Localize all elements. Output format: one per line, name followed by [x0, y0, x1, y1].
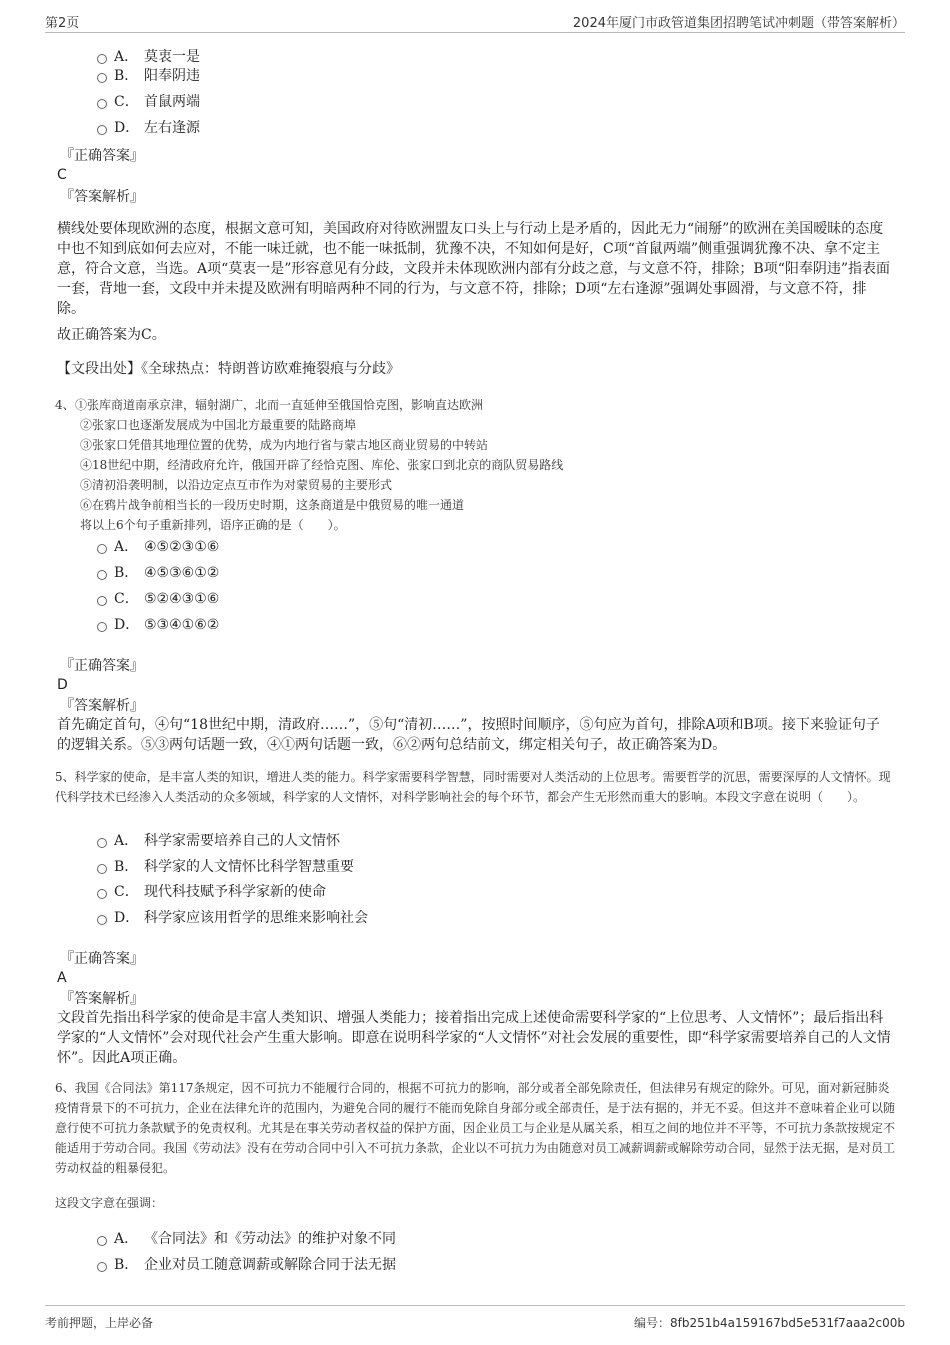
radio-icon[interactable]: [97, 889, 107, 899]
radio-icon[interactable]: [97, 864, 107, 874]
q4-option-c[interactable]: C． ⑤②④③①⑥: [97, 589, 219, 609]
radio-icon[interactable]: [97, 544, 107, 554]
q3-option-a[interactable]: A． 莫衷一是: [97, 47, 200, 67]
page-number: 第2页: [45, 16, 80, 31]
q4-sentence-1: ①张库商道南承京津，辐射湖广，北而一直延伸至俄国恰克图，影响直达欧洲: [75, 398, 484, 412]
q4-analysis: 首先确定首句，④句“18世纪中期，清政府……”，⑤句“清初……”，按照时间顺序，⑤句应为首句，排除A项和B项。接下来验证句子的逻辑关系。⑤③两句话题一致，④①两句话题一致，⑥②两句总结前文，绑定相关句子，故正确答案为D。: [57, 717, 880, 753]
q6-option-b[interactable]: B． 企业对员工随意调薪或解除合同于法无据: [97, 1255, 396, 1275]
radio-icon[interactable]: [97, 99, 107, 109]
document-title: 2024年厦门市政管道集团招聘笔试冲刺题（带答案解析）: [572, 16, 905, 31]
q3-source: 【文段出处】《全球热点：特朗普访欧难掩裂痕与分歧》: [57, 361, 400, 377]
q3-conclusion: 故正确答案为C。: [57, 327, 166, 343]
page-header: [45, 12, 905, 33]
q5-stem-text: 科学家的使命，是丰富人类的知识，增进人类的能力。科学家需要科学智慧，同时需要对人类活动的上位思考。需要哲学的沉思，需要深厚的人文情怀。现代科学技术已经渗入人类活动的众多领域，科学家的人文情怀，对科学影响社会的每个环节，都会产生无形然而重大的影响。本段文字意在说明（ ）。: [55, 770, 891, 804]
q3-answer-label: 『正确答案』: [60, 148, 144, 164]
radio-icon[interactable]: [97, 1262, 107, 1272]
radio-icon[interactable]: [97, 54, 107, 64]
q5-option-b[interactable]: B． 科学家的人文情怀比科学智慧重要: [97, 857, 354, 877]
q4-answer-label: 『正确答案』: [60, 658, 144, 674]
q5-stem: [55, 767, 895, 807]
q5-answer-label: 『正确答案』: [60, 951, 144, 967]
q6-option-a[interactable]: A． 《合同法》和《劳动法》的维护对象不同: [97, 1229, 396, 1249]
q3-analysis: 横线处要体现欧洲的态度，根据文意可知，美国政府对待欧洲盟友口头上与行动上是矛盾的，因此无力“闹掰”的欧洲在美国暧昧的态度中也不知到底如何去应对，不能一味迁就，也不能一味抵制，犹豫不决，不知如何是好，C项“首鼠两端”侧重强调犹豫不决、拿不定主意，符合文意，当选。A项“莫衷一是”形容意见有分歧，文段并未体现欧洲内部有分歧之意，与文意不符，排除；B项“阳奉阴违”指表面一套，背地一套，文段中并未提及欧洲有明暗两种不同的行为，与文意不符，排除；D项“左右逢源”强调处事圆滑，与文意不符，排除。: [57, 221, 891, 317]
q6-stem-text: 我国《合同法》第117条规定，因不可抗力不能履行合同的，根据不可抗力的影响，部分或者全部免除责任，但法律另有规定的除外。可见，面对新冠肺炎疫情背景下的不可抗力，企业在法律允许的范围内，为避免合同的履行不能而免除自身部分或全部责任，是于法有据的，并无不妥。但这并不意味着企业可以随意行使不可抗力条款赋予的免责权利。尤其是在事关劳动者权益的保护方面，因企业员工与企业是从属关系，相互之间的地位并不平等，不可抗力条款按规定不能适用于劳动合同。我国《劳动法》没有在劳动合同中引入不可抗力条款，企业以不可抗力为由随意对员工减薪调薪或解除劳动合同，显然于法无据，是对员工劳动权益的粗暴侵犯。: [55, 1081, 896, 1175]
q4-option-d[interactable]: D． ⑤③④①⑥②: [97, 615, 219, 635]
q6-prompt: 这段文字意在强调：: [55, 1196, 164, 1210]
q4-sentence-4: ④18世纪中期，经清政府允许，俄国开辟了经恰克图、库伦、张家口到北京的商队贸易路线: [80, 458, 564, 472]
q5-answer: A: [57, 970, 67, 986]
q5-option-c[interactable]: C． 现代科技赋予科学家新的使命: [97, 882, 326, 902]
q4-analysis-label: 『答案解析』: [60, 698, 144, 714]
q6-number: 6、: [55, 1081, 75, 1095]
radio-icon[interactable]: [97, 915, 107, 925]
document-id: 编号：8fb251b4a159167bd5e531f7aaa2c00b: [634, 1316, 905, 1330]
q5-option-a[interactable]: A． 科学家需要培养自己的人文情怀: [97, 831, 340, 851]
q3-option-d[interactable]: D． 左右逢源: [97, 118, 200, 138]
q5-number: 5、: [55, 770, 75, 784]
q4-sentence-6: ⑥在鸦片战争前相当长的一段历史时期，这条商道是中俄贸易的唯一通道: [80, 498, 465, 512]
q3-analysis-label: 『答案解析』: [60, 189, 144, 205]
q5-option-d[interactable]: D． 科学家应该用哲学的思维来影响社会: [97, 908, 368, 928]
q3-option-b[interactable]: B． 阳奉阴违: [97, 66, 200, 86]
q3-option-c[interactable]: C． 首鼠两端: [97, 92, 200, 112]
q4-answer: D: [57, 677, 68, 693]
radio-icon[interactable]: [97, 838, 107, 848]
radio-icon[interactable]: [97, 125, 107, 135]
footer-slogan: 考前押题，上岸必备: [45, 1316, 154, 1330]
radio-icon[interactable]: [97, 622, 107, 632]
q3-answer: C: [57, 167, 67, 183]
q4-sentence-2: ②张家口也逐渐发展成为中国北方最重要的陆路商埠: [80, 418, 357, 432]
q4-prompt: 将以上6个句子重新排列，语序正确的是（ ）。: [80, 518, 346, 532]
q5-analysis: 文段首先指出科学家的使命是丰富人类知识、增强人类能力；接着指出完成上述使命需要科学家的“上位思考、人文情怀”；最后指出科学家的“人文情怀”会对现代社会产生重大影响。即意在说明科学家的“人文情怀”对社会发展的重要性，即“科学家需要培养自己的人文情怀”。因此A项正确。: [57, 1010, 891, 1066]
q4-sentence-3: ③张家口凭借其地理位置的优势，成为内地行省与蒙古地区商业贸易的中转站: [80, 438, 489, 452]
radio-icon[interactable]: [97, 596, 107, 606]
q5-analysis-label: 『答案解析』: [60, 991, 144, 1007]
radio-icon[interactable]: [97, 570, 107, 580]
q4-option-b[interactable]: B． ④⑤③⑥①②: [97, 563, 219, 583]
radio-icon[interactable]: [97, 73, 107, 83]
q4-option-a[interactable]: A． ④⑤②③①⑥: [97, 537, 219, 557]
q4-sentence-5: ⑤清初沿袭明制，以沿边定点互市作为对蒙贸易的主要形式: [80, 478, 393, 492]
q4-number: 4、: [55, 398, 75, 412]
q6-stem: [55, 1078, 895, 1178]
radio-icon[interactable]: [97, 1236, 107, 1246]
page-footer: [45, 1305, 905, 1336]
